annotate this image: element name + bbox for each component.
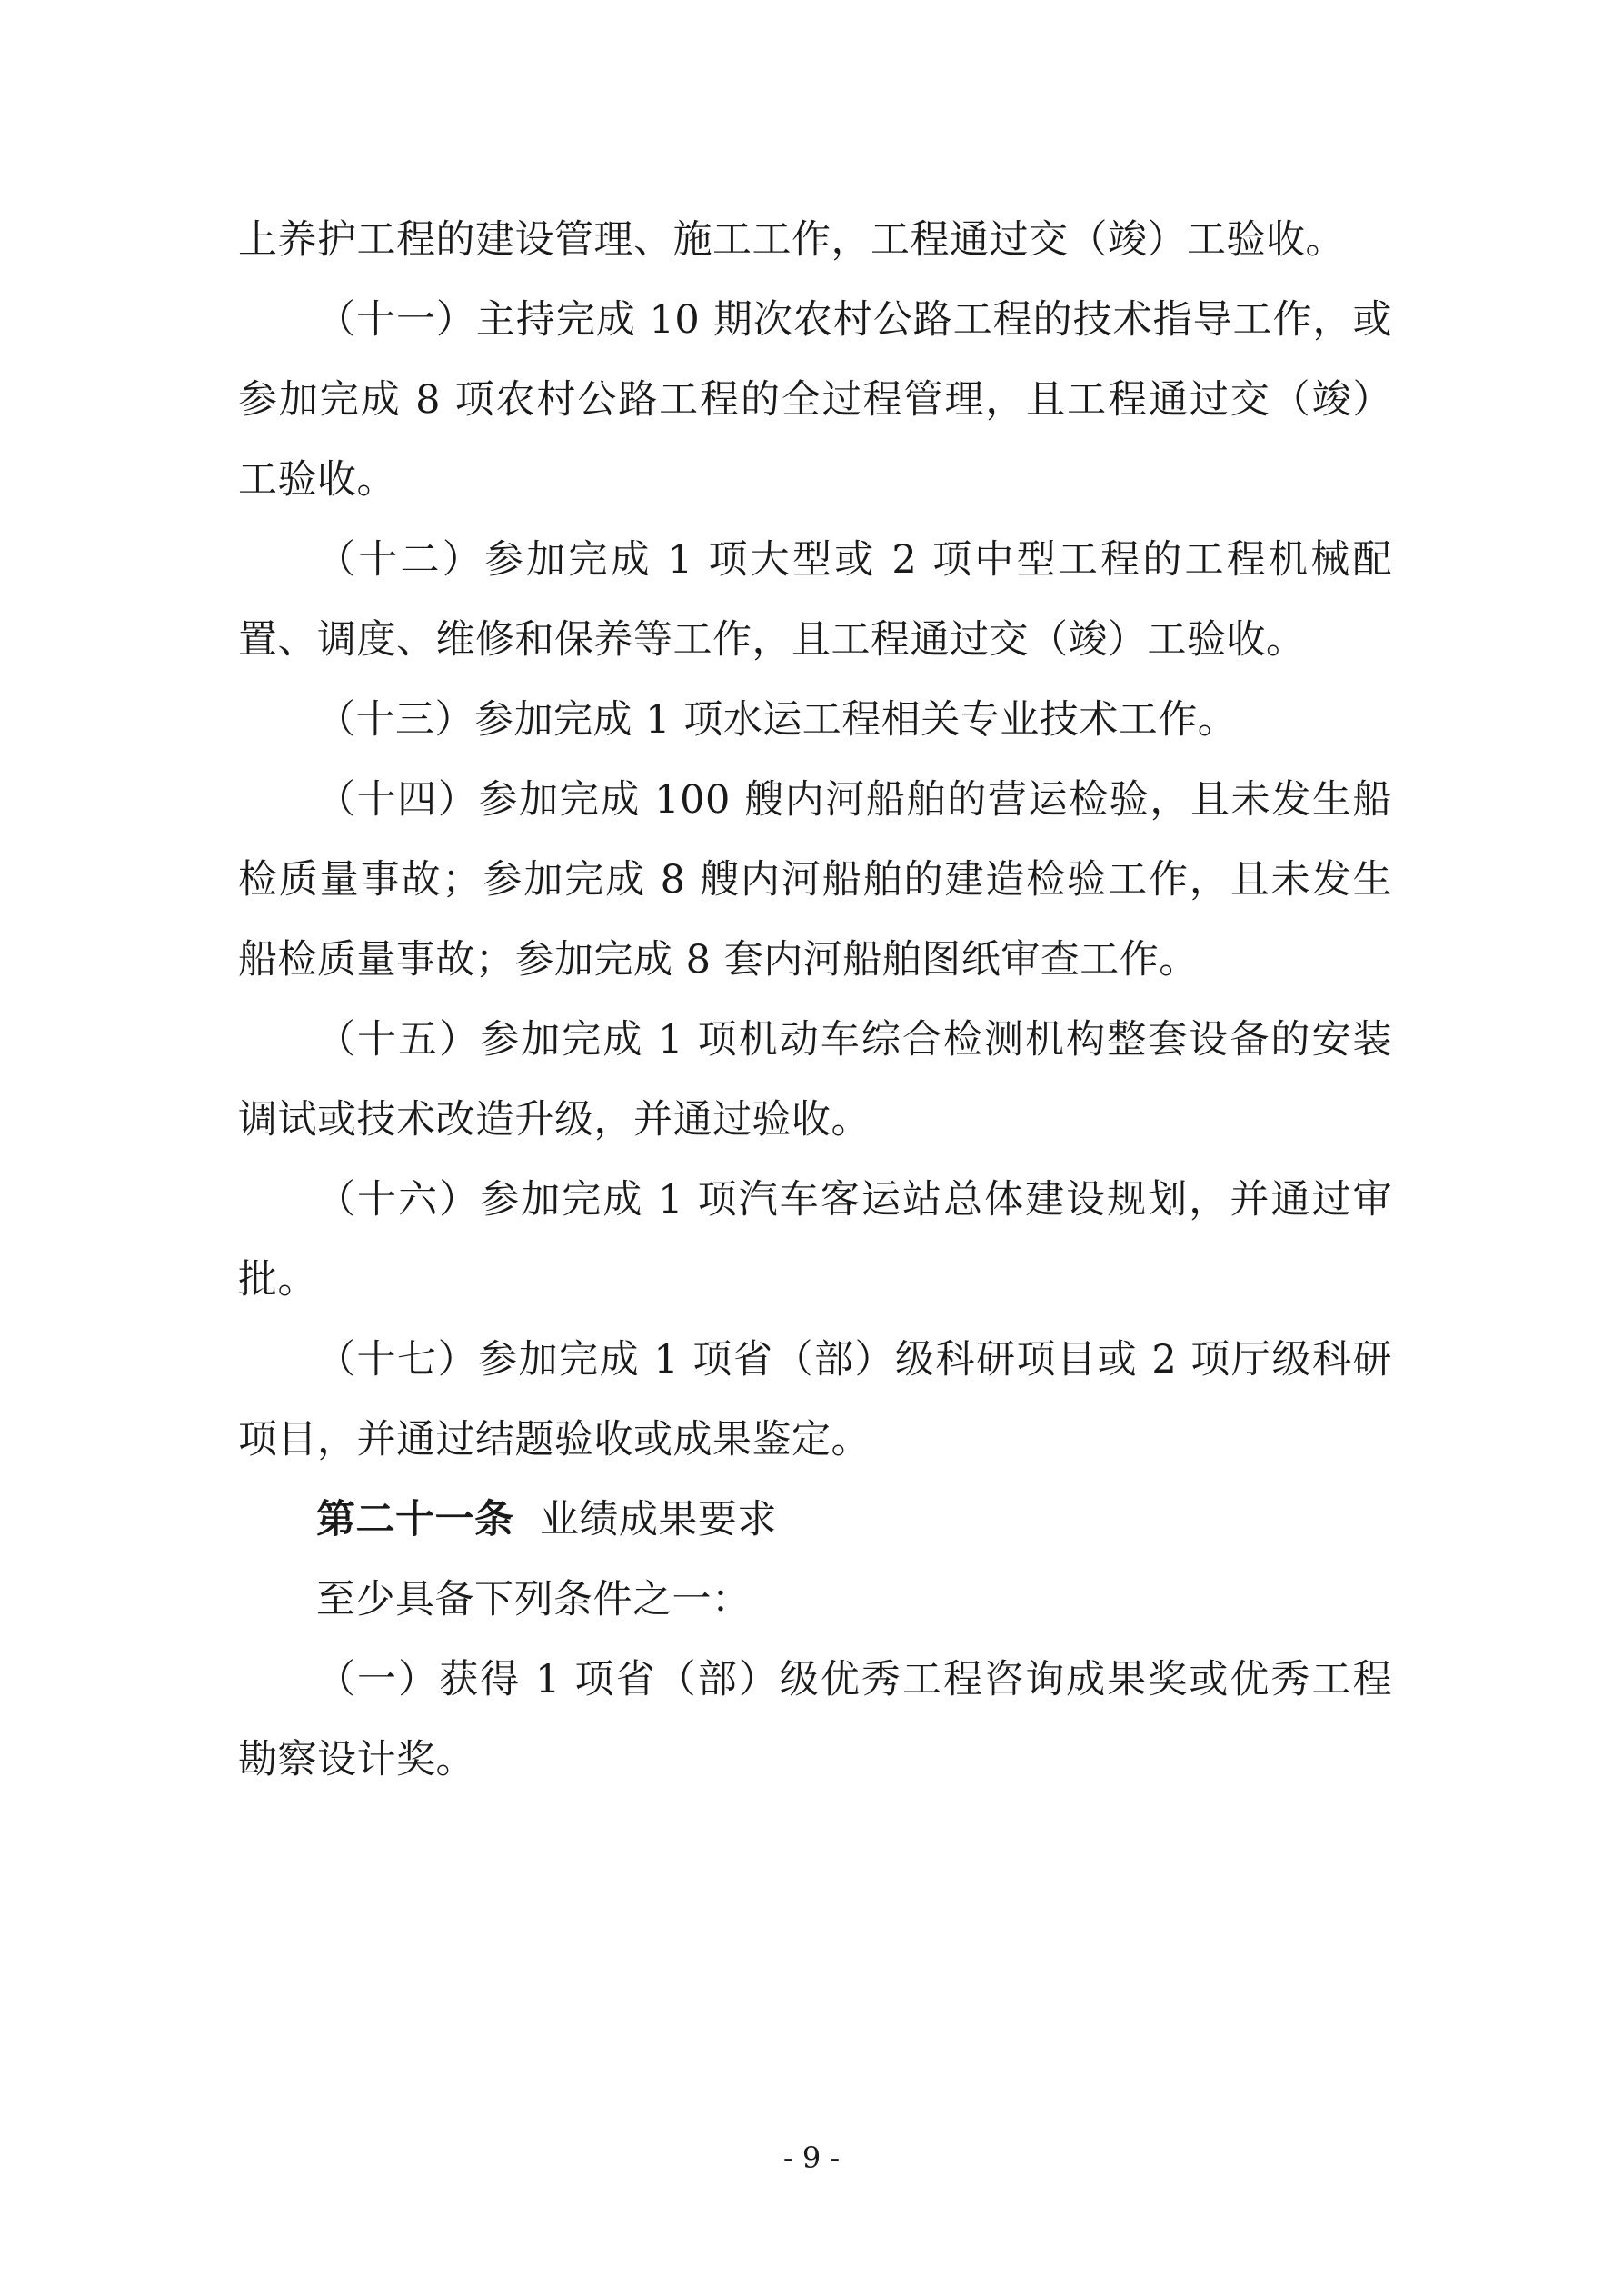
- paragraph-continued: 上养护工程的建设管理、施工工作，工程通过交（竣）工验收。: [238, 217, 1345, 263]
- paragraph-at-least-one: 至少具备下列条件之一：: [316, 1577, 752, 1622]
- page-content: [238, 200, 1392, 1800]
- article-number: 第二十一条: [316, 1497, 514, 1542]
- paragraph-item-17: （十七）参加完成 1 项省（部）级科研项目或 2 项厅级科研项目，并通过结题验收或成果鉴定。: [238, 1337, 1392, 1462]
- article-title: 业绩成果要求: [539, 1497, 777, 1542]
- paragraph-item-15: （十五）参加完成 1 项机动车综合检测机构整套设备的安装调试或技术改造升级，并通过验收。: [238, 1017, 1392, 1143]
- paragraph-item-16: （十六）参加完成 1 项汽车客运站总体建设规划，并通过审批。: [238, 1177, 1392, 1303]
- paragraph-item-12: （十二）参加完成 1 项大型或 2 项中型工程的工程机械配置、调度、维修和保养等工作，且工程通过交（竣）工验收。: [238, 537, 1392, 663]
- paragraph-item-1: （一）获得 1 项省（部）级优秀工程咨询成果奖或优秀工程勘察设计奖。: [238, 1657, 1392, 1782]
- article-heading: [238, 1480, 1392, 1560]
- article-title-spacer: [514, 1497, 540, 1542]
- paragraph-item-11: （十一）主持完成 10 期次农村公路工程的技术指导工作，或参加完成 8 项农村公路工程的全过程管理，且工程通过交（竣）工验收。: [238, 297, 1392, 503]
- paragraph-item-14: （十四）参加完成 100 艘内河船舶的营运检验，且未发生船检质量事故；参加完成 8 艘内河船舶的建造检验工作，且未发生船检质量事故；参加完成 8 套内河船舶图纸审查工作。: [238, 777, 1392, 983]
- paragraph-item-13: （十三）参加完成 1 项水运工程相关专业技术工作。: [316, 697, 1238, 743]
- page-number: - 9 -: [782, 2141, 841, 2175]
